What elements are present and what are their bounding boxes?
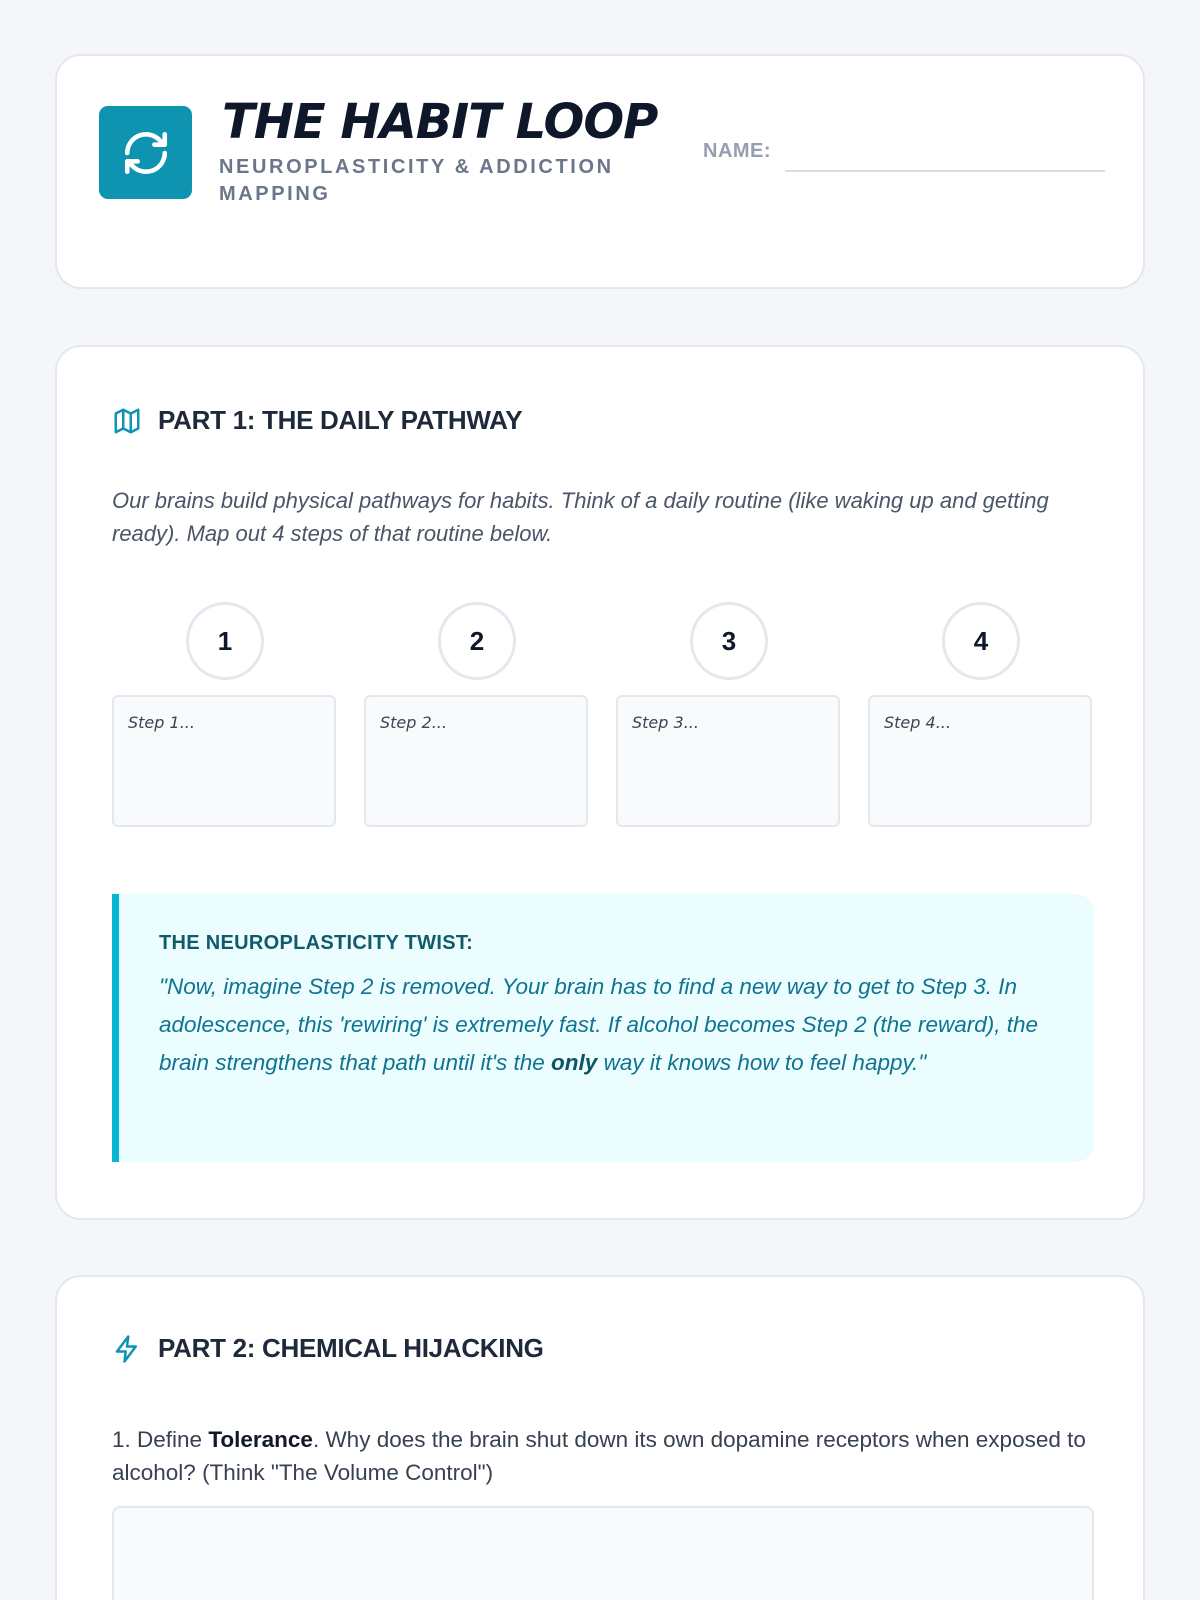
part2-heading [112, 1333, 544, 1364]
page-title: THE HABIT LOOP [222, 94, 658, 150]
step-2 [364, 602, 588, 827]
step-1 [112, 602, 336, 827]
twist-text: "Now, imagine Step 2 is removed. Your brain has to find a new way to get to Step 3. In adolescence, this 'rewiring' is extremely fast. If alcohol becomes Step 2 (the reward), the brain strengthens that path until it's the [159, 974, 1038, 1075]
step-input[interactable]: Step 4... [868, 695, 1092, 827]
page-subtitle: NEUROPLASTICITY & ADDICTION MAPPING [219, 156, 614, 205]
part1-heading [112, 405, 522, 436]
step-input[interactable]: Step 1... [112, 695, 336, 827]
step-3 [616, 602, 840, 827]
twist-title: THE NEUROPLASTICITY TWIST: [159, 932, 474, 954]
question-prefix: 1. Define [112, 1427, 209, 1452]
part1-title: PART 1: THE DAILY PATHWAY [158, 405, 523, 435]
step-input[interactable]: Step 2... [364, 695, 588, 827]
lightning-bolt-icon [112, 1334, 142, 1364]
logo [99, 106, 192, 199]
step-number-badge: 4 [942, 602, 1020, 680]
question-1 [112, 1423, 1092, 1489]
part1-intro: Our brains build physical pathways for habits. Think of a daily routine (like waking up and getting ready). Map out 4 steps of that routine below. [112, 488, 1049, 546]
step-number-badge: 2 [438, 602, 516, 680]
header-card [55, 54, 1145, 289]
step-number-badge: 1 [186, 602, 264, 680]
question-term: Tolerance [208, 1427, 313, 1452]
map-icon [112, 406, 142, 436]
part1-card [55, 345, 1145, 1220]
name-label: NAME: [703, 140, 772, 162]
answer-input[interactable] [112, 1506, 1094, 1600]
step-input[interactable]: Step 3... [616, 695, 840, 827]
twist-text-end: way it knows how to feel happy." [597, 1050, 927, 1075]
twist-emphasis: only [551, 1050, 598, 1075]
twist-body [159, 968, 1056, 1082]
refresh-cycle-icon [121, 128, 171, 178]
step-4 [868, 602, 1092, 827]
question-text: . Why does the brain shut down its own dopamine receptors when exposed to alcohol? (Think "The Volume Control") [112, 1427, 1086, 1485]
name-field[interactable] [785, 170, 1105, 172]
part2-title: PART 2: CHEMICAL HIJACKING [158, 1333, 544, 1363]
steps-row [112, 602, 1094, 827]
step-number-badge: 3 [690, 602, 768, 680]
part2-card [55, 1275, 1145, 1600]
twist-callout [112, 894, 1094, 1162]
